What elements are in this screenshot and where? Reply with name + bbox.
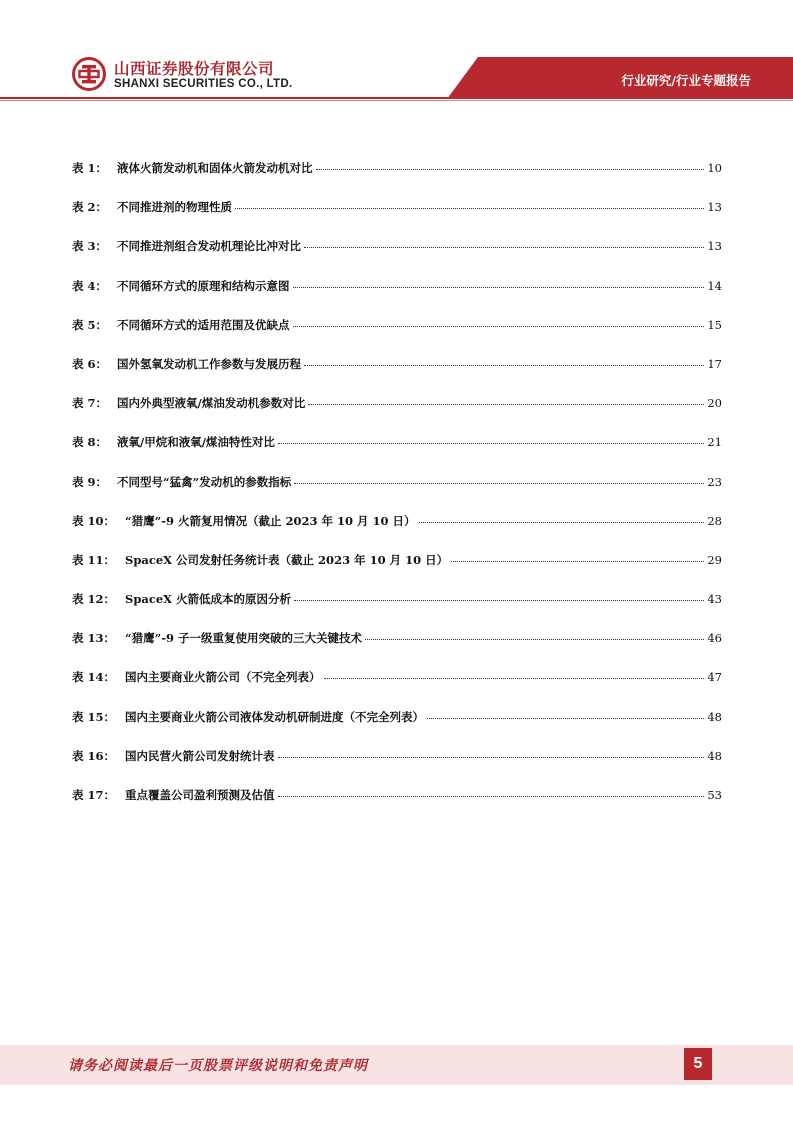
toc-entry-number: 表 17：: [72, 788, 116, 802]
toc-entry-number: 表 10：: [72, 513, 116, 528]
toc-entry[interactable]: [72, 748, 722, 787]
toc-entry[interactable]: [72, 356, 722, 395]
toc-leader-dots: [278, 757, 705, 758]
toc-entry-title: 不同型号“猛禽”发动机的参数指标: [117, 474, 292, 489]
toc-entry-page: 10: [707, 161, 722, 175]
toc-leader-dots: [427, 718, 704, 719]
toc-entry-number: 表 2：: [72, 200, 108, 215]
toc-entry-number: 表 14：: [72, 670, 116, 685]
toc-leader-dots: [293, 326, 705, 327]
toc-entry[interactable]: [72, 238, 722, 277]
toc-entry-page: 29: [707, 552, 722, 567]
toc-entry[interactable]: [72, 630, 722, 669]
toc-entry[interactable]: [72, 669, 722, 708]
toc-entry-number: 表 16：: [72, 748, 116, 763]
toc-leader-dots: [294, 600, 704, 601]
toc-entry-page: 17: [707, 356, 722, 371]
toc-entry-title: SpaceX 公司发射任务统计表（截止 2023 年 10 月 10 日）: [125, 552, 449, 567]
toc-entry[interactable]: [72, 434, 722, 473]
toc-leader-dots: [294, 483, 704, 484]
page-header: [0, 0, 793, 100]
toc-leader-dots: [324, 678, 705, 679]
toc-leader-dots: [293, 287, 705, 288]
toc-entry[interactable]: [72, 278, 722, 317]
toc-entry-page: 48: [707, 748, 722, 763]
toc-leader-dots: [235, 208, 704, 209]
toc-entry-title: 液体火箭发动机和固体火箭发动机对比: [117, 161, 313, 175]
toc-entry-title: “猎鹰”-9 子一级重复使用突破的三大关键技术: [125, 631, 363, 646]
toc-entry-number: 表 6：: [72, 356, 108, 371]
toc-entry[interactable]: [72, 513, 722, 552]
toc-leader-dots: [304, 247, 704, 248]
toc-entry-title: 国内主要商业火箭公司（不完全列表）: [125, 670, 321, 685]
toc-entry-title: 不同推进剂的物理性质: [117, 200, 233, 215]
toc-entry[interactable]: [72, 591, 722, 630]
toc-entry-page: 23: [707, 474, 722, 489]
toc-entry-title: 不同循环方式的原理和结构示意图: [117, 278, 290, 293]
toc-entry-number: 表 4：: [72, 278, 108, 293]
toc-leader-dots: [365, 639, 704, 640]
toc-entry-page: 47: [707, 670, 722, 685]
toc-entry[interactable]: [72, 787, 722, 826]
toc-entry-number: 表 5：: [72, 317, 108, 332]
toc-entry[interactable]: [72, 552, 722, 591]
toc-leader-dots: [419, 522, 705, 523]
toc-leader-dots: [304, 365, 704, 366]
toc-leader-dots: [278, 443, 704, 444]
toc-entry[interactable]: [72, 317, 722, 356]
company-name-cn: 山西证券股份有限公司: [114, 60, 275, 78]
toc-leader-dots: [316, 169, 705, 170]
toc-entry-title: 国内主要商业火箭公司液体发动机研制进度（不完全列表）: [125, 709, 425, 724]
toc-entry-page: 48: [707, 709, 722, 724]
toc-entry-page: 20: [707, 396, 722, 411]
toc-leader-dots: [451, 561, 704, 562]
toc-entry-title: 国内民营火箭公司发射统计表: [125, 748, 275, 763]
toc-entry-number: 表 9：: [72, 474, 108, 489]
toc-entry-number: 表 11：: [72, 552, 116, 567]
toc-entry-page: 46: [707, 631, 722, 646]
toc-entry-title: 国内外典型液氧/煤油发动机参数对比: [117, 396, 306, 411]
toc-entry-number: 表 12：: [72, 592, 116, 607]
toc-entry[interactable]: [72, 395, 722, 434]
toc-entry-page: 28: [707, 513, 722, 528]
toc-entry-number: 表 15：: [72, 709, 116, 724]
toc-entry-page: 43: [707, 592, 722, 607]
toc-entry-title: 液氧/甲烷和液氧/煤油特性对比: [117, 435, 275, 450]
toc-entry-number: 表 3：: [72, 239, 108, 254]
toc-entry-title: 不同推进剂组合发动机理论比冲对比: [117, 239, 302, 254]
toc-entry-title: “猎鹰”-9 火箭复用情况（截止 2023 年 10 月 10 日）: [125, 513, 416, 528]
toc-entry[interactable]: [72, 199, 722, 238]
toc-entry-page: 53: [707, 788, 722, 802]
toc-entry[interactable]: [72, 474, 722, 513]
page-number: 5: [684, 1048, 712, 1080]
toc-entry-title: SpaceX 火箭低成本的原因分析: [125, 592, 292, 607]
toc-leader-dots: [278, 796, 705, 797]
toc-entry-number: 表 7：: [72, 396, 108, 411]
toc-entry-number: 表 13：: [72, 631, 116, 646]
page-footer: [0, 1045, 793, 1085]
company-name-en: SHANXI SECURITIES CO., LTD.: [114, 78, 293, 90]
disclaimer-text: 请务必阅读最后一页股票评级说明和免责声明: [68, 1058, 368, 1074]
toc-entry-page: 13: [707, 239, 722, 254]
toc-entry[interactable]: [72, 709, 722, 748]
toc-entry-number: 表 1：: [72, 161, 108, 175]
toc-entry-title: 重点覆盖公司盈利预测及估值: [125, 788, 275, 802]
toc-entry-page: 21: [707, 435, 722, 450]
toc-leader-dots: [308, 404, 704, 405]
toc-entry-number: 表 8：: [72, 435, 108, 450]
toc-entry[interactable]: [72, 160, 722, 199]
toc-entry-page: 15: [707, 317, 722, 332]
toc-entry-title: 不同循环方式的适用范围及优缺点: [117, 317, 290, 332]
toc-entry-page: 13: [707, 200, 722, 215]
toc-entry-title: 国外氢氧发动机工作参数与发展历程: [117, 356, 302, 371]
report-type-title: 行业研究/行业专题报告: [621, 73, 751, 88]
table-of-tables: [72, 160, 722, 826]
toc-entry-page: 14: [707, 278, 722, 293]
